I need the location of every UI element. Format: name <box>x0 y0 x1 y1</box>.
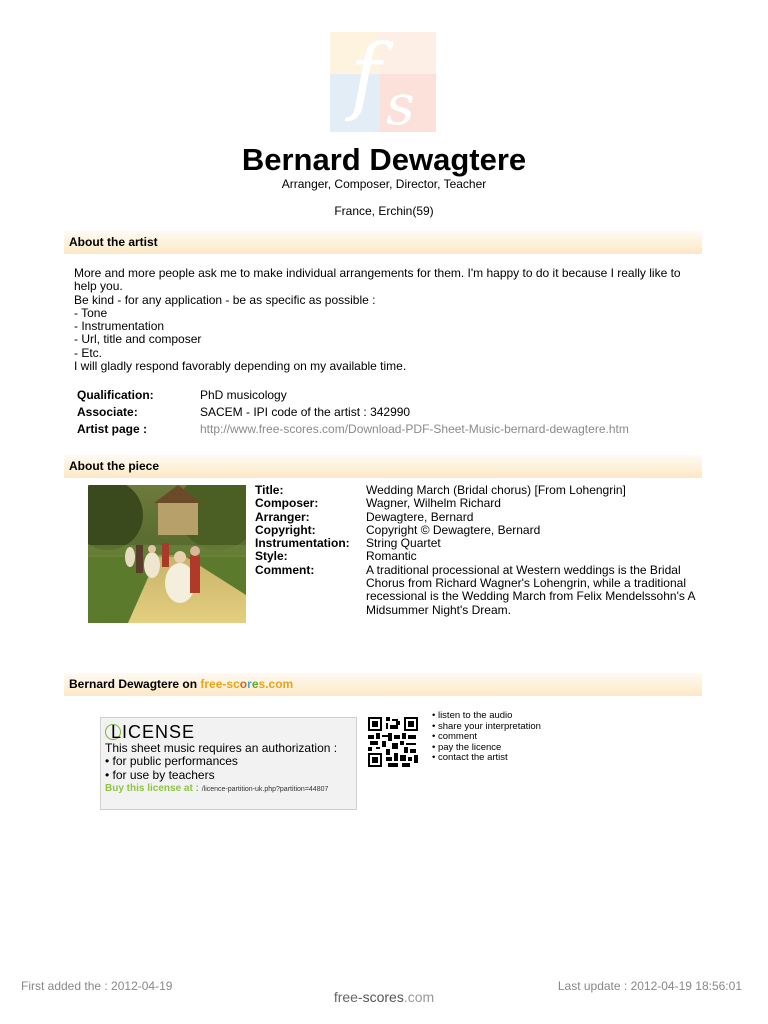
bio-line: I will gladly respond favorably depending on my available time. <box>74 359 407 374</box>
bio-line: - Etc. <box>74 345 103 360</box>
brand-char: .com <box>265 677 294 691</box>
buy-license-label: Buy this license at : <box>105 782 199 794</box>
qr-action-item: • pay the licence <box>432 741 502 753</box>
piece-row-title <box>255 484 702 497</box>
brand-char: s <box>258 677 266 691</box>
buy-license <box>105 783 352 796</box>
svg-text:s: s <box>386 73 415 132</box>
artist-page-row <box>77 422 629 439</box>
brand-char: c <box>233 677 240 691</box>
artist-page-label: Artist page : <box>77 422 148 436</box>
bio-line: - Instrumentation <box>74 319 165 334</box>
qr-action-item: • listen to the audio <box>432 710 513 721</box>
piece-label: Title: <box>255 483 284 497</box>
associate-label: Associate: <box>77 405 138 419</box>
piece-painting-image <box>88 485 246 623</box>
about-artist-heading: About the artist <box>64 231 702 254</box>
brand-char: s <box>226 677 234 691</box>
qr-action-item: • contact the artist <box>432 752 508 763</box>
artist-location: France, Erchin(59) <box>334 204 434 218</box>
piece-value: Dewagtere, Bernard <box>366 509 474 524</box>
brand-char: e <box>209 677 216 691</box>
piece-info-table <box>255 484 702 617</box>
piece-label: Copyright: <box>255 522 316 537</box>
artist-name: Bernard Dewagtere <box>241 142 527 177</box>
piece-value: String Quartet <box>366 536 441 551</box>
brand-char: r <box>204 677 210 691</box>
first-added-date: First added the : 2012-04-19 <box>21 979 173 993</box>
license-title: LICENSE <box>105 722 352 742</box>
qualification-row <box>77 388 629 405</box>
piece-row-arranger <box>255 511 702 524</box>
piece-label: Style: <box>255 549 288 564</box>
piece-row-composer <box>255 497 702 510</box>
brand-char: f <box>200 677 205 691</box>
free-scores-logo <box>330 32 436 132</box>
license-line: • for use by teachers <box>105 767 215 782</box>
brand-char: - <box>222 677 227 691</box>
piece-label: Composer: <box>255 496 319 511</box>
svg-text:f: f <box>350 32 382 124</box>
brand-char: e <box>251 677 259 691</box>
qr-code-icon[interactable] <box>368 717 418 767</box>
artist-on-free-scores-heading <box>64 673 702 696</box>
piece-value: Wagner, Wilhelm Richard <box>366 496 501 511</box>
artist-info-table <box>77 388 629 439</box>
qr-action-item: • share your interpretation <box>432 720 541 732</box>
license-box <box>100 717 357 810</box>
brand-char: r <box>247 677 252 691</box>
about-piece-heading: About the piece <box>64 455 702 478</box>
piece-row-comment <box>255 564 702 617</box>
piece-value: Romantic <box>366 549 417 564</box>
license-line: This sheet music requires an authorization : <box>105 741 338 755</box>
footer-brand: free-scores.com <box>333 989 435 1005</box>
qr-actions-list <box>432 711 541 764</box>
qr-action-item: • comment <box>432 731 478 742</box>
piece-row-instrumentation <box>255 537 702 550</box>
qualification-value: PhD musicology <box>200 388 287 402</box>
buy-license-link[interactable]: /licence-partition-uk.php?partition=44807 <box>201 785 329 793</box>
piece-row-style <box>255 550 702 563</box>
artist-roles: Arranger, Composer, Director, Teacher <box>281 177 487 191</box>
bio-line: More and more people ask me to make individual arrangements for them. I'm happy to do it because I really like to help you. <box>74 266 684 294</box>
associate-row <box>77 405 629 422</box>
brand-char: e <box>215 677 223 691</box>
associate-value: SACEM - IPI code of the artist : 342990 <box>200 405 411 419</box>
piece-label: Instrumentation: <box>255 536 350 551</box>
qualification-label: Qualification: <box>77 388 154 402</box>
piece-value: Wedding March (Bridal chorus) [From Lohengrin] <box>366 483 626 497</box>
last-update-date: Last update : 2012-04-19 18:56:01 <box>557 979 742 993</box>
bio-line: Be kind - for any application - be as specific as possible : <box>74 292 376 307</box>
artist-bio <box>74 267 704 373</box>
piece-row-copyright <box>255 524 702 537</box>
brand-char: o <box>239 677 248 691</box>
heading-prefix: Bernard Dewagtere on <box>69 677 201 691</box>
piece-label: Comment: <box>255 562 315 577</box>
piece-label: Arranger: <box>255 509 310 524</box>
bio-line: - Url, title and composer <box>74 332 202 347</box>
artist-page-link[interactable]: http://www.free-scores.com/Download-PDF-Sheet-Music-bernard-dewagtere.htm <box>200 422 629 436</box>
free-scores-brand[interactable] <box>200 677 293 691</box>
piece-value: Copyright © Dewagtere, Bernard <box>366 522 541 537</box>
bio-line: - Tone <box>74 305 108 320</box>
piece-value: A traditional processional at Western weddings is the Bridal Chorus from Richard Wagner's Lohengrin, while a traditional recessional is the Wedding March from Felix Mendelssohn's A Midsummer Night's Dream. <box>366 562 695 617</box>
license-line: • for public performances <box>105 754 238 769</box>
